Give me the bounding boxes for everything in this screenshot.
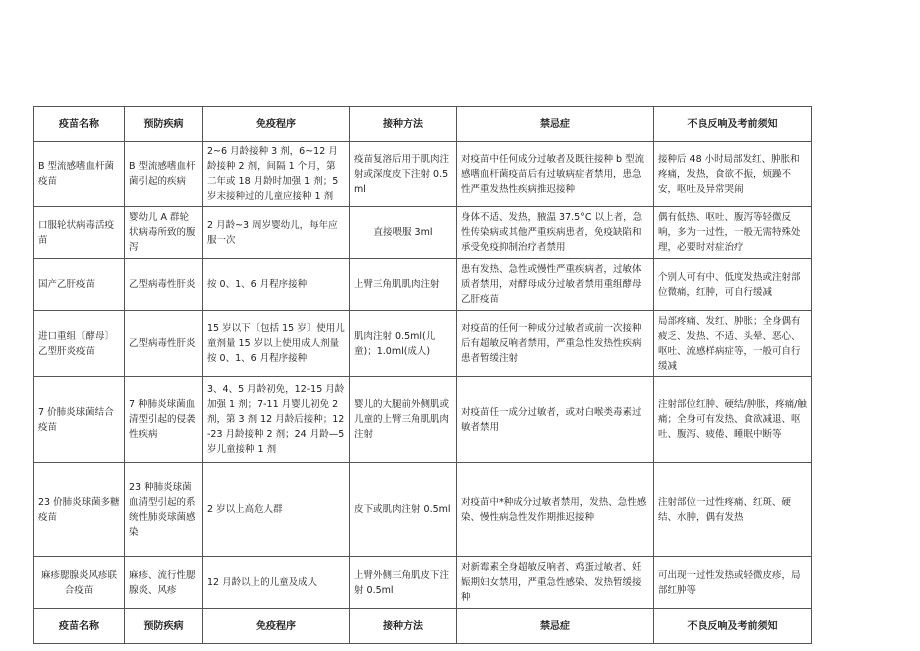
header-adverse-reactions: 不良反响及考前须知	[654, 609, 812, 644]
schedule-cell: 2 月龄~3 周岁婴幼儿，每年应服一次	[203, 207, 350, 259]
contraindication-cell: 对疫苗的任何一种成分过敏者或前一次接种后有超敏反响者禁用，严重急性发热性疾病患者暂缓注射	[457, 311, 654, 377]
method-cell: 疫苗复溶后用于肌肉注射或深度皮下注射 0.5ml	[350, 142, 457, 207]
table-row	[34, 311, 812, 377]
vaccine-name-cell: 麻疹腮腺炎风疹联合疫苗	[34, 557, 125, 609]
header-disease: 预防疾病	[125, 107, 203, 142]
schedule-cell: 2~6 月龄接种 3 剂，6~12 月龄接种 2 剂，间隔 1 个月，第二年或 18 月龄时加强 1 剂；5 岁末接种过的儿童应接种 1 剂	[203, 142, 350, 207]
schedule-cell: 3、4、5 月龄初免，12-15 月龄加强 1 剂；7-11 月婴儿初免 2 剂，第 3 剂 12 月龄后接种；12-23 月龄接种 2 剂；24 月龄—5 岁儿童接种 1 剂	[203, 377, 350, 463]
header-vaccine-name: 疫苗名称	[34, 609, 125, 644]
vaccine-name-cell: 国产乙肝疫苗	[34, 259, 125, 311]
header-disease: 预防疾病	[125, 609, 203, 644]
header-vaccine-name: 疫苗名称	[34, 107, 125, 142]
table-row	[34, 259, 812, 311]
disease-cell: 乙型病毒性肝炎	[125, 259, 203, 311]
vaccine-name-cell: 23 价肺炎球菌多糖疫苗	[34, 463, 125, 557]
contraindication-cell: 对疫苗中*种成分过敏者禁用，发热、急性感染、慢性病急性发作期推迟接种	[457, 463, 654, 557]
schedule-cell: 2 岁以上高危人群	[203, 463, 350, 557]
method-cell: 婴儿的大腿前外侧肌或儿童的上臂三角肌肌肉注射	[350, 377, 457, 463]
method-cell: 皮下或肌肉注射 0.5ml	[350, 463, 457, 557]
vaccine-name-cell: 口服轮状病毒活疫苗	[34, 207, 125, 259]
table-row	[34, 557, 812, 609]
disease-cell: B 型流感嗜血杆菌引起的疾病	[125, 142, 203, 207]
header-contraindications: 禁忌症	[457, 609, 654, 644]
adverse-cell: 偶有低热、呕吐、腹泻等轻微反响，多为一过性，一般无需特殊处理，必要时对症治疗	[654, 207, 812, 259]
schedule-cell: 按 0、1、6 月程序接种	[203, 259, 350, 311]
disease-cell: 婴幼儿 A 群轮状病毒所致的腹泻	[125, 207, 203, 259]
header-contraindications: 禁忌症	[457, 107, 654, 142]
header-adverse-reactions: 不良反响及考前须知	[654, 107, 812, 142]
adverse-cell: 个别人可有中、低度发热或注射部位微痛，红肿，可自行缓减	[654, 259, 812, 311]
table-row	[34, 207, 812, 259]
table-row	[34, 463, 812, 557]
disease-cell: 乙型病毒性肝炎	[125, 311, 203, 377]
table-row	[34, 377, 812, 463]
table-row	[34, 142, 812, 207]
header-schedule: 免疫程序	[203, 609, 350, 644]
schedule-cell: 12 月龄以上的儿童及成人	[203, 557, 350, 609]
contraindication-cell: 对疫苗中任何成分过敏者及既往接种 b 型流感嗜血杆菌疫苗后有过敏病症者禁用，患急性严重发热性疾病推迟接种	[457, 142, 654, 207]
disease-cell: 麻疹、流行性腮腺炎、风疹	[125, 557, 203, 609]
adverse-cell: 注射部位红肿、硬结/肿胀，疼痛/触痛；全身可有发热、食欲减退、呕吐、腹泻、疲倦、睡眠中断等	[654, 377, 812, 463]
method-cell: 直接喂服 3ml	[350, 207, 457, 259]
disease-cell: 7 种肺炎球菌血清型引起的侵袭性疾病	[125, 377, 203, 463]
method-cell: 上臂三角肌肌肉注射	[350, 259, 457, 311]
adverse-cell: 接种后 48 小时局部发红、肿胀和疼痛，发热，食欲不振，烦躁不安，呕吐及异常哭闹	[654, 142, 812, 207]
contraindication-cell: 患有发热、急性或慢性严重疾病者，过敏体质者禁用，对酵母成分过敏者禁用重组酵母乙肝疫苗	[457, 259, 654, 311]
vaccine-name-cell: 7 价肺炎球菌结合疫苗	[34, 377, 125, 463]
header-method: 接种方法	[350, 107, 457, 142]
contraindication-cell: 对疫苗任一成分过敏者，或对白喉类毒素过敏者禁用	[457, 377, 654, 463]
table-header-row	[34, 107, 812, 142]
vaccine-name-cell: 进口重组〔酵母〕乙型肝炎疫苗	[34, 311, 125, 377]
vaccine-name-cell: B 型流感嗜血杆菌疫苗	[34, 142, 125, 207]
table-footer-header-row	[34, 609, 812, 644]
method-cell: 肌肉注射 0.5ml(儿童)；1.0ml(成人)	[350, 311, 457, 377]
adverse-cell: 可出现一过性发热或轻微皮疹，局部红肿等	[654, 557, 812, 609]
adverse-cell: 局部疼痛、发红、肿胀；全身偶有疲乏、发热、不适、头晕、恶心、呕吐、流感样病症等，一般可自行缓减	[654, 311, 812, 377]
header-method: 接种方法	[350, 609, 457, 644]
schedule-cell: 15 岁以下〔包括 15 岁〕使用儿童剂量 15 岁以上使用成人剂量按 0、1、6 月程序接种	[203, 311, 350, 377]
vaccine-table	[33, 106, 812, 644]
disease-cell: 23 种肺炎球菌血清型引起的系统性肺炎球菌感染	[125, 463, 203, 557]
header-schedule: 免疫程序	[203, 107, 350, 142]
adverse-cell: 注射部位一过性疼痛、红斑、硬结、水肿，偶有发热	[654, 463, 812, 557]
contraindication-cell: 对新霉素全身超敏反响者、鸡蛋过敏者、妊娠期妇女禁用，严重急性感染、发热暂缓接种	[457, 557, 654, 609]
contraindication-cell: 身体不适、发热，腋温 37.5°C 以上者，急性传染病或其他严重疾病患者，免疫缺陷和承受免疫抑制治疗者禁用	[457, 207, 654, 259]
method-cell: 上臂外侧三角肌皮下注射 0.5ml	[350, 557, 457, 609]
